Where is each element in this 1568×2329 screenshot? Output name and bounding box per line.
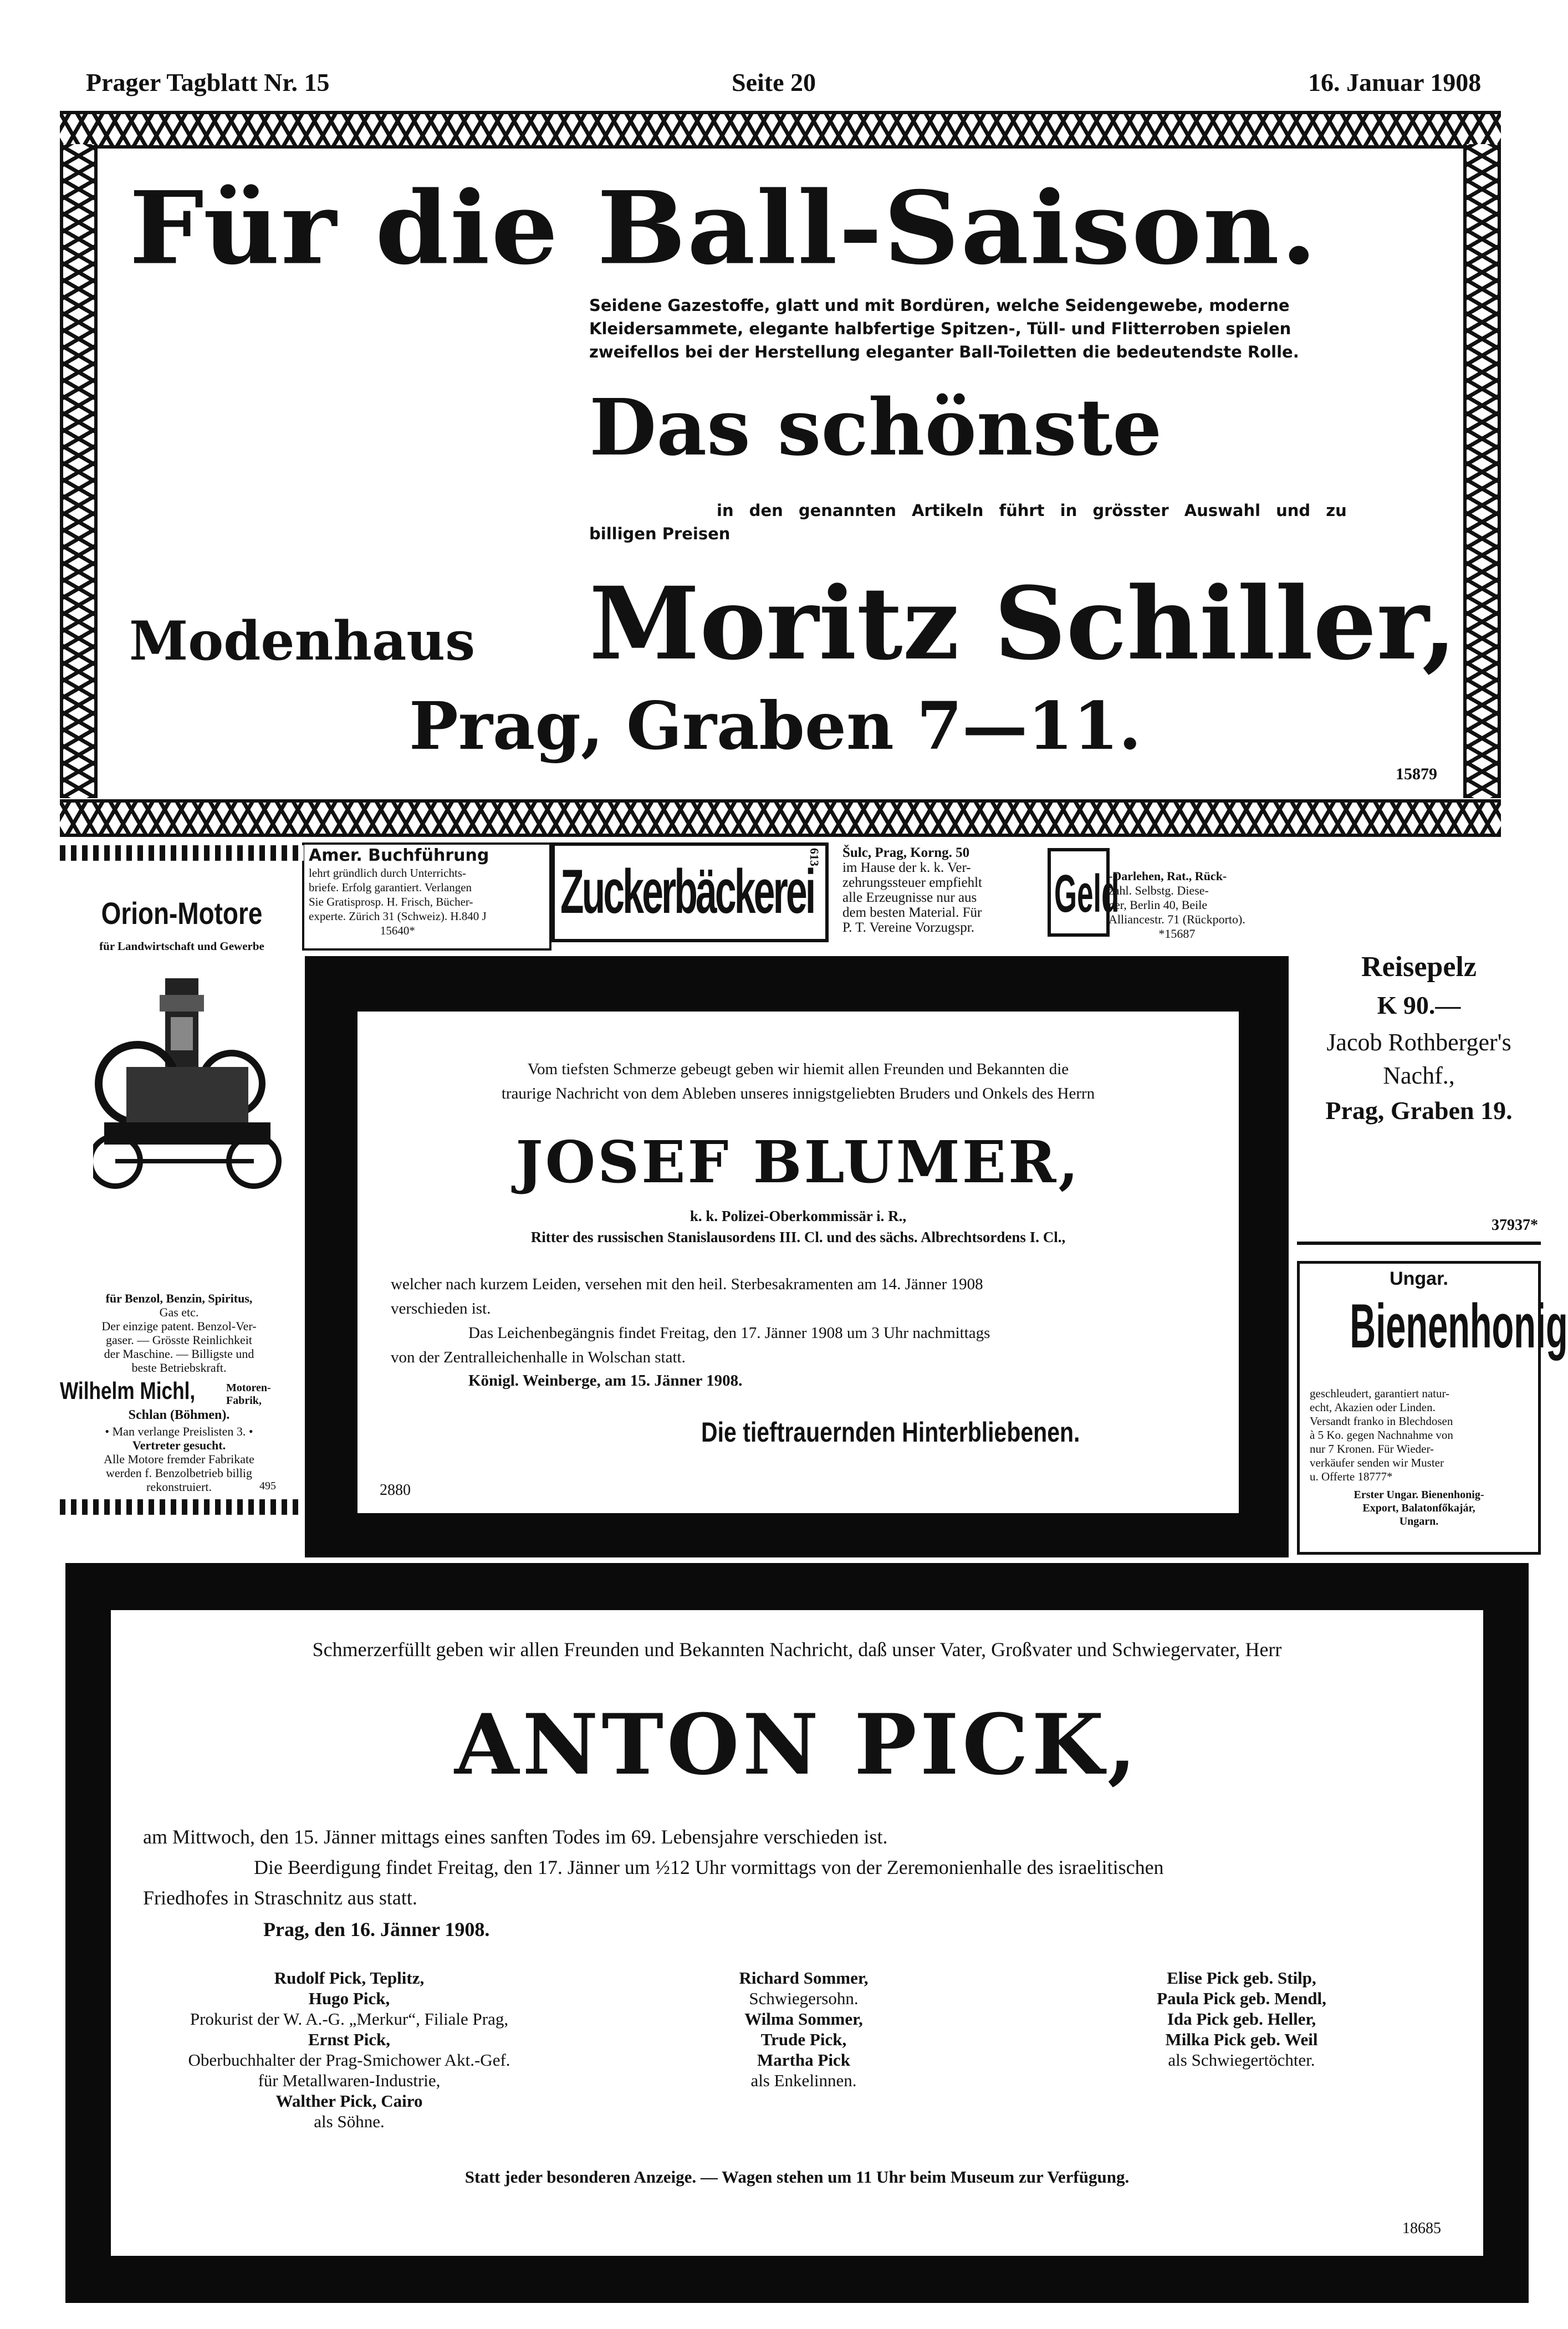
pick-col3-line: Paula Pick geb. Mendl, [1157,1989,1326,2008]
ornament-border-left [60,144,98,798]
divider [1297,1242,1541,1245]
honig-line: verkäufer senden wir Muster [1310,1456,1444,1469]
pick-col1-line: Ernst Pick, [308,2030,391,2049]
buch-line: 15640* [380,924,415,937]
pick-col3-line: Milka Pick geb. Weil [1165,2030,1318,2049]
pick-col-daughters-in-law [1064,1968,1419,2070]
pick-col2-line: Martha Pick [757,2050,850,2070]
blumer-body-line: welcher nach kurzem Leiden, versehen mit den heil. Sterbesakramenten am 14. Jänner 1908 [391,1275,983,1293]
buch-text [309,866,487,938]
zucker-ad [551,842,829,942]
ball-code: 15879 [1396,765,1437,783]
orion-subtitle: für Landwirtschaft und Gewerbe [99,939,264,953]
blumer-intro-line: Vom tiefsten Schmerze gebeugt geben wir hiemit allen Freunden und Bekannten die [527,1060,1069,1078]
orion-line: beste Betriebskraft. [131,1361,227,1375]
blumer-body-line: verschieden ist. [391,1300,491,1317]
honig-line: à 5 Ko. gegen Nachnahme von [1310,1428,1453,1442]
honig-top: Ungar. [1390,1268,1448,1289]
ornament-strip-top [60,845,304,861]
sulc-line: P. T. Vereine Vorzugspr. [842,920,974,935]
pick-body [143,1822,1462,1913]
orion-text [60,1291,298,1375]
ornament-border-right [1463,144,1501,798]
honig-text [1310,1387,1537,1484]
engine-illustration [93,973,282,1200]
reisepelz-firm2: Nachf., [1383,1062,1455,1089]
honig-title: Bienenhonig [1350,1291,1568,1361]
honig-sender [1300,1488,1538,1528]
orion-line2: rekonstruiert. [146,1480,212,1494]
header-left: Prager Tagblatt Nr. 15 [86,68,330,96]
pick-footer: Statt jeder besonderen Anzeige. — Wagen stehen um 11 Uhr beim Museum zur Verfügung. [464,2167,1130,2187]
pick-col2-line: Schwiegersohn. [749,1989,859,2008]
pick-col1-line: Walther Pick, Cairo [275,2091,423,2111]
pick-col2-line: Wilma Sommer, [744,2009,863,2029]
orion-line: gaser. — Grösste Reinlichkeit [106,1333,252,1347]
blumer-rank [357,1206,1239,1248]
buch-title: Amer. Buchführung [309,846,489,865]
sulc-line: Šulc, Prag, Korng. 50 [842,845,970,860]
geld-ad [1109,869,1245,941]
honig-line: nur 7 Kronen. Für Wieder- [1310,1442,1434,1455]
geld-line: ner, Berlin 40, Beile [1109,898,1208,912]
ornament-border-bottom [60,799,1501,837]
pick-name: ANTON PICK, [454,1696,1140,1794]
orion-line2: • Man verlange Preislisten 3. • [105,1424,253,1438]
reisepelz-firm: Jacob Rothberger's [1326,1029,1511,1056]
sulc-ad [842,845,982,935]
orion-place: Schlan (Böhmen). [128,1408,230,1422]
orion-line: der Maschine. — Billigste und [104,1347,254,1361]
blumer-body-line: von der Zentralleichenhalle in Wolschan statt. [391,1349,686,1366]
pick-col1-line: Rudolf Pick, Teplitz, [274,1968,425,1988]
orion-line: Der einzige patent. Benzol-Ver- [101,1319,257,1333]
orion-line2: werden f. Benzolbetrieb billig [106,1466,252,1480]
sulc-line: dem besten Material. Für [842,905,982,920]
buch-line: Sie Gratisprosp. H. Frisch, Bücher- [309,895,473,908]
ball-title: Für die Ball-Saison. [129,169,1319,287]
blumer-intro-line: traurige Nachricht von dem Ableben unseres innigstgeliebten Bruders und Onkels des Herrn [501,1085,1095,1102]
zucker-code: 613 [808,848,821,866]
honig-sender-line: Export, Balatonfőkajár, [1362,1502,1475,1514]
pick-body-line: Die Beerdigung findet Freitag, den 17. Jänner um ½12 Uhr vormittags von der Zeremonienhalle des israelitischen [254,1856,1164,1878]
ball-text2-line: billigen Preisen [589,524,731,543]
orion-line: für Benzol, Benzin, Spiritus, [105,1291,253,1305]
geld-line: zahl. Selbstg. Diese- [1109,883,1209,897]
pick-place-date: Prag, den 16. Jänner 1908. [263,1918,490,1940]
orion-ad [60,845,304,1519]
firm-prefix: Modenhaus [129,610,476,672]
sulc-line: im Hause der k. k. Ver- [842,860,971,875]
ball-text-line: Kleidersammete, elegante halbfertige Spitzen-, Tüll- und Flitterroben spielen [589,319,1291,338]
firm-name: Moritz Schiller, [589,565,1457,682]
honig-line: echt, Akazien oder Linden. [1310,1401,1436,1414]
pick-col1-line: Hugo Pick, [308,1989,390,2008]
pick-col3-line: Ida Pick geb. Heller, [1167,2009,1316,2029]
honig-line: Versandt franko in Blechdosen [1310,1414,1453,1428]
reisepelz-title: Reisepelz [1361,951,1477,983]
pick-body-line: am Mittwoch, den 15. Jänner mittags eines sanften Todes im 69. Lebensjahre verschieden ist. [143,1826,888,1848]
reisepelz-ad [1294,951,1544,1239]
orion-line2: Vertreter gesucht. [132,1438,226,1452]
honig-sender-line: Ungarn. [1399,1515,1439,1528]
ball-text-line: zweifellos bei der Herstellung eleganter Ball-Toiletten die bedeutendste Rolle. [589,343,1299,361]
buchfuehrung-ad [302,842,551,951]
geld-box [1048,848,1120,937]
reisepelz-price: K 90.— [1377,991,1461,1019]
orion-title: Orion-Motore [101,896,263,931]
honig-ad [1297,1261,1568,1555]
buch-line: experte. Zürich 31 (Schweiz). H.840 J [309,910,487,923]
orion-line: Gas etc. [159,1305,199,1319]
blumer-intro [357,1057,1239,1106]
honig-line: geschleudert, garantiert natur- [1310,1387,1450,1400]
buch-line: briefe. Erfolg garantiert. Verlangen [309,881,472,894]
blumer-name: JOSEF BLUMER, [515,1128,1081,1196]
ornament-border-top [60,111,1501,149]
ornament-strip-bottom [60,1499,304,1515]
geld-title: Geld [1054,864,1120,923]
header-center: Seite 20 [732,68,816,96]
honig-sender-line: Erster Ungar. Bienenhonig- [1354,1489,1484,1501]
geld-line: *15687 [1158,927,1196,941]
pick-col-family [637,1968,970,2091]
blumer-rank-line: k. k. Polizei-Oberkommissär i. R., [689,1208,907,1224]
header-right: 16. Januar 1908 [1308,68,1482,96]
pick-col2-line: Richard Sommer, [739,1968,869,1988]
blumer-place-date: Königl. Weinberge, am 15. Jänner 1908. [468,1372,743,1390]
pick-col3-line: Elise Pick geb. Stilp, [1167,1968,1316,1988]
blumer-inner [357,1012,1239,1513]
blumer-signature: Die tieftrauernden Hinterbliebenen. [701,1417,1080,1448]
ball-text2-line: in den genannten Artikeln führt in grösster Auswahl und zu [717,501,1347,520]
orion-maker-side: Motoren-Fabrik, [226,1382,271,1407]
geld-line: Alliancestr. 71 (Rückporto). [1109,912,1245,926]
pick-col2-line: als Enkelinnen. [750,2071,857,2090]
pick-code: 18685 [1402,2220,1441,2237]
orion-code: 495 [259,1480,276,1492]
reisepelz-code: 37937* [1492,1217,1538,1234]
pick-col1-line: für Metallwaren-Industrie, [258,2071,441,2090]
blumer-rank-line: Ritter des russischen Stanislausordens III. Cl. und des sächs. Albrechtsordens I. Cl., [530,1229,1066,1245]
pick-body-line: Friedhofes in Straschnitz aus statt. [143,1887,417,1909]
honig-line: u. Offerte 18777* [1310,1470,1393,1483]
sulc-line: alle Erzeugnisse nur aus [842,890,977,905]
pick-col-sons [122,1968,576,2132]
firm-address: Prag, Graben 7—11. [409,687,1142,764]
ball-subtitle: Das schönste [589,382,1162,473]
blumer-obituary [305,956,1289,1557]
orion-line2: Alle Motore fremder Fabrikate [104,1452,254,1466]
pick-inner [111,1610,1483,2256]
ball-ad [60,111,1501,837]
pick-col1-line: Prokurist der W. A.-G. „Merkur“, Filiale Prag, [190,2009,509,2029]
ball-text [589,294,1426,364]
buch-line: lehrt gründlich durch Unterrichts- [309,866,466,880]
ball-text-line: Seidene Gazestoffe, glatt und mit Bordüren, welche Seidengewebe, moderne [589,296,1290,315]
pick-col1-line: als Söhne. [314,2112,385,2131]
blumer-code: 2880 [380,1482,411,1499]
blumer-body-line: Das Leichenbegängnis findet Freitag, den 17. Jänner 1908 um 3 Uhr nachmittags [468,1324,990,1342]
zucker-title: Zuckerbäckerei [560,857,814,926]
pick-col2-line: Trude Pick, [760,2030,847,2049]
pick-intro: Schmerzerfüllt geben wir allen Freunden und Bekannten Nachricht, daß unser Vater, Großvater und Schwiegervater, Herr [312,1638,1282,1661]
orion-maker: Wilhelm Michl, [60,1377,196,1404]
pick-col3-line: als Schwiegertöchter. [1168,2050,1315,2070]
geld-line: -Darlehen, Rat., Rück- [1109,869,1227,883]
pick-col1-line: Oberbuchhalter der Prag-Smichower Akt.-Gef. [188,2050,510,2070]
reisepelz-address: Prag, Graben 19. [1325,1096,1513,1125]
ball-text2 [589,499,1426,545]
blumer-body [391,1272,1222,1370]
sulc-line: zehrungssteuer empfiehlt [842,875,982,890]
pick-obituary [65,1563,1529,2303]
